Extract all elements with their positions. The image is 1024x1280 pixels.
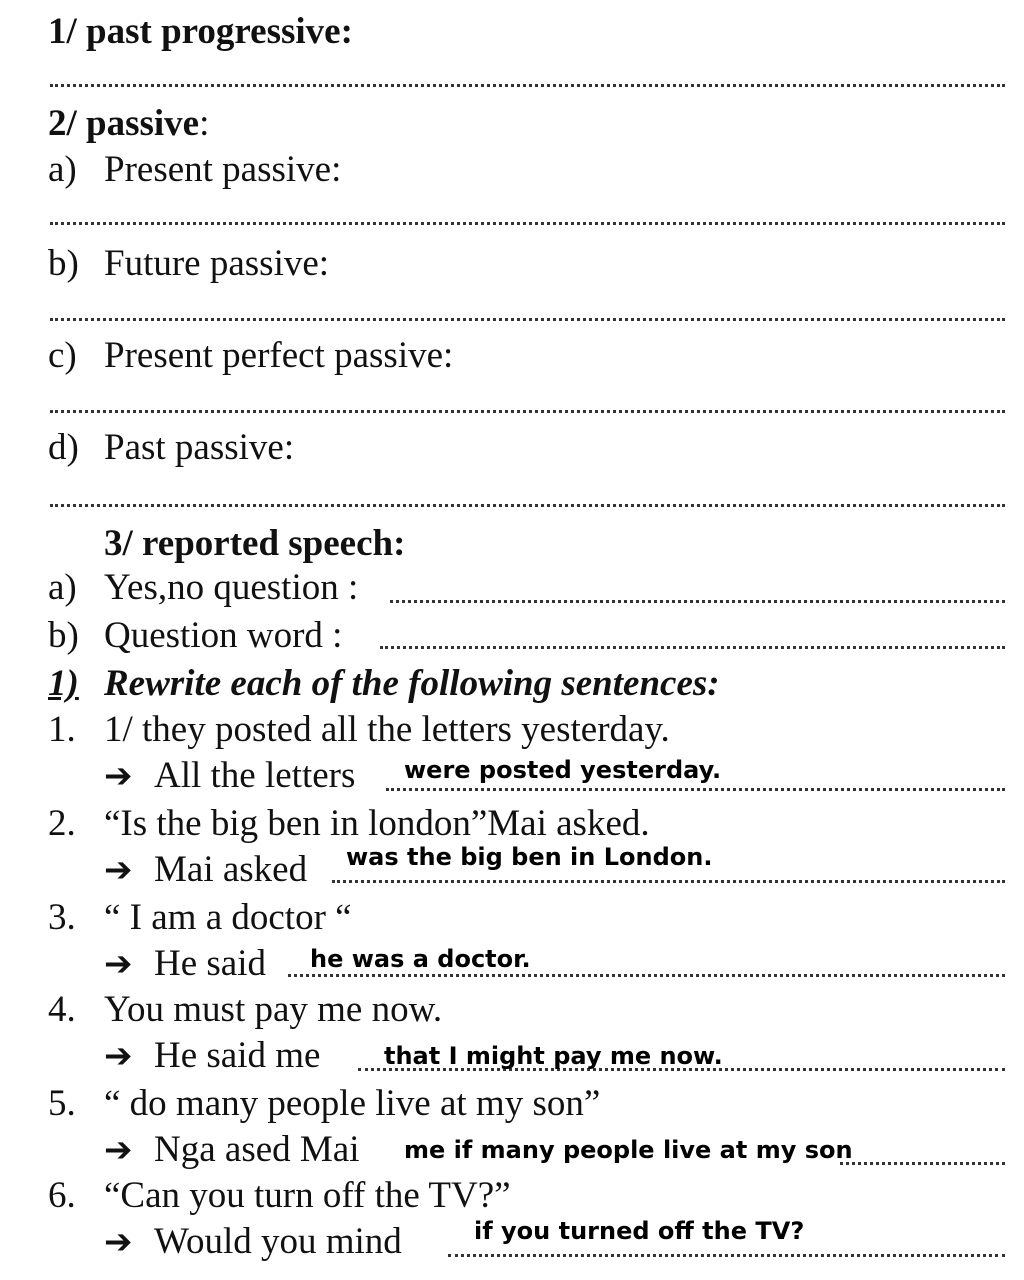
passive-item-c — [48, 335, 454, 376]
question-4 — [48, 989, 443, 1030]
passive-item-c-marker: c) — [48, 335, 77, 376]
passive-item-b — [48, 243, 330, 284]
answer-line-question-2[interactable] — [332, 880, 1005, 883]
exercise-number: 1) — [48, 663, 79, 704]
reported-item-b — [48, 615, 343, 656]
question-4-prompt: He said me — [154, 1035, 321, 1076]
passive-item-a-marker: a) — [48, 149, 77, 190]
question-4-number: 4. — [48, 989, 76, 1030]
question-4-rewrite — [104, 1036, 320, 1076]
question-2-rewrite — [104, 850, 307, 890]
question-6-text: “Can you turn off the TV?” — [104, 1175, 511, 1216]
question-2-prompt: Mai asked — [154, 849, 308, 890]
answer-line-present-perfect-passive[interactable] — [50, 410, 1005, 413]
answer-line-question-1[interactable] — [386, 788, 1005, 791]
arrow-right-icon: ➔ — [104, 850, 133, 890]
question-6 — [48, 1175, 511, 1216]
question-3-answer: he was a doctor. — [310, 945, 531, 973]
question-3 — [48, 897, 352, 938]
question-6-rewrite — [104, 1222, 402, 1262]
answer-line-yes-no-question[interactable] — [390, 600, 1005, 603]
question-3-prompt: He said — [154, 943, 266, 984]
question-5-rewrite — [104, 1130, 360, 1170]
answer-line-past-passive[interactable] — [50, 504, 1005, 507]
arrow-right-icon: ➔ — [104, 1036, 133, 1076]
answer-line-present-passive[interactable] — [50, 222, 1005, 225]
answer-line-question-3[interactable] — [288, 974, 1005, 977]
passive-item-d-marker: d) — [48, 427, 79, 468]
question-5-prompt: Nga ased Mai — [154, 1129, 360, 1170]
question-3-number: 3. — [48, 897, 76, 938]
question-2-number: 2. — [48, 803, 76, 844]
question-5 — [48, 1083, 601, 1124]
question-2-text: “Is the big ben in london”Mai asked. — [104, 803, 650, 844]
question-1-prompt: All the letters — [154, 755, 356, 796]
question-6-number: 6. — [48, 1175, 76, 1216]
question-3-rewrite — [104, 944, 266, 984]
passive-item-c-label: Present perfect passive: — [104, 335, 454, 376]
question-4-answer: that I might pay me now. — [384, 1042, 723, 1070]
answer-line-question-6[interactable] — [448, 1254, 1005, 1257]
question-1-rewrite — [104, 756, 355, 796]
arrow-right-icon: ➔ — [104, 1222, 133, 1262]
question-1-number: 1. — [48, 709, 76, 750]
exercise-title: Rewrite each of the following sentences: — [104, 663, 720, 704]
question-5-text: “ do many people live at my son” — [104, 1083, 601, 1124]
reported-item-a — [48, 567, 359, 608]
question-1 — [48, 709, 670, 750]
answer-line-past-progressive[interactable] — [50, 84, 1005, 87]
exercise-heading — [48, 663, 720, 704]
passive-item-d — [48, 427, 295, 468]
answer-line-future-passive[interactable] — [50, 318, 1005, 321]
question-1-text: 1/ they posted all the letters yesterday. — [104, 709, 670, 750]
section2-heading — [48, 104, 209, 144]
passive-item-d-label: Past passive: — [104, 427, 295, 468]
section1-title: 1/ past progressive: — [48, 11, 353, 52]
question-5-answer: me if many people live at my son — [404, 1136, 853, 1164]
question-3-text: “ I am a doctor “ — [104, 897, 352, 938]
arrow-right-icon: ➔ — [104, 1130, 133, 1170]
reported-item-b-marker: b) — [48, 615, 79, 656]
question-6-prompt: Would you mind — [154, 1221, 402, 1262]
passive-item-b-label: Future passive: — [104, 243, 330, 284]
question-1-answer: were posted yesterday. — [404, 756, 722, 784]
reported-item-a-marker: a) — [48, 567, 77, 608]
reported-item-a-label: Yes,no question : — [104, 567, 359, 608]
question-5-number: 5. — [48, 1083, 76, 1124]
section2-title: 2/ passive — [48, 103, 200, 144]
arrow-right-icon: ➔ — [104, 756, 133, 796]
arrow-right-icon: ➔ — [104, 944, 133, 984]
answer-line-question-word[interactable] — [380, 646, 1005, 649]
question-2 — [48, 803, 650, 844]
section3-title: 3/ reported speech: — [104, 523, 406, 564]
passive-item-a — [48, 149, 342, 190]
section2-colon: : — [199, 103, 210, 144]
passive-item-a-label: Present passive: — [104, 149, 342, 190]
passive-item-b-marker: b) — [48, 243, 79, 284]
question-4-text: You must pay me now. — [104, 989, 443, 1030]
answer-line-question-5[interactable] — [840, 1162, 1005, 1165]
question-2-answer: was the big ben in London. — [346, 843, 713, 871]
reported-item-b-label: Question word : — [104, 615, 343, 656]
question-6-answer: if you turned off the TV? — [474, 1217, 805, 1245]
